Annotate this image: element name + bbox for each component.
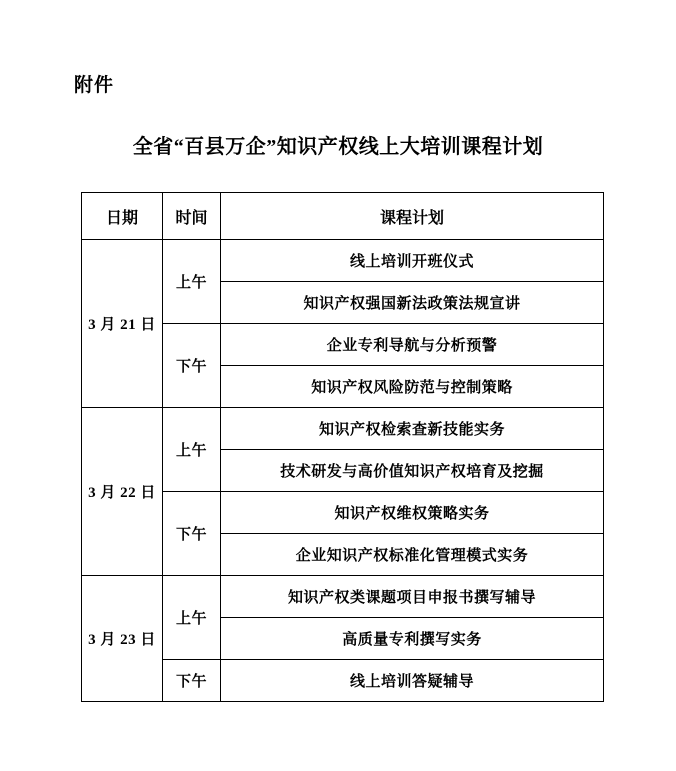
course-cell: 知识产权检索查新技能实务	[221, 408, 604, 450]
course-cell: 企业知识产权标准化管理模式实务	[221, 534, 604, 576]
time-cell: 上午	[163, 576, 221, 660]
course-cell: 知识产权类课题项目申报书撰写辅导	[221, 576, 604, 618]
time-cell: 上午	[163, 240, 221, 324]
course-cell: 知识产权强国新法政策法规宣讲	[221, 282, 604, 324]
course-cell: 企业专利导航与分析预警	[221, 324, 604, 366]
time-cell: 下午	[163, 324, 221, 408]
time-cell: 下午	[163, 660, 221, 702]
date-cell: 3 月 23 日	[82, 576, 163, 702]
course-cell: 高质量专利撰写实务	[221, 618, 604, 660]
course-schedule-table	[81, 192, 604, 702]
attachment-label: 附件	[74, 75, 115, 96]
table-row	[82, 240, 604, 282]
page-title: 全省“百县万企”知识产权线上大培训课程计划	[132, 136, 544, 158]
date-cell: 3 月 21 日	[82, 240, 163, 408]
table-row	[82, 576, 604, 618]
table-row	[82, 408, 604, 450]
course-cell: 线上培训答疑辅导	[221, 660, 604, 702]
course-cell: 知识产权维权策略实务	[221, 492, 604, 534]
table-header-row	[82, 193, 604, 240]
course-cell: 技术研发与高价值知识产权培育及挖掘	[221, 450, 604, 492]
column-header-course: 课程计划	[221, 193, 604, 240]
course-cell: 知识产权风险防范与控制策略	[221, 366, 604, 408]
column-header-time: 时间	[163, 193, 221, 240]
date-cell: 3 月 22 日	[82, 408, 163, 576]
table-body	[82, 240, 604, 702]
column-header-date: 日期	[82, 193, 163, 240]
time-cell: 上午	[163, 408, 221, 492]
course-cell: 线上培训开班仪式	[221, 240, 604, 282]
time-cell: 下午	[163, 492, 221, 576]
